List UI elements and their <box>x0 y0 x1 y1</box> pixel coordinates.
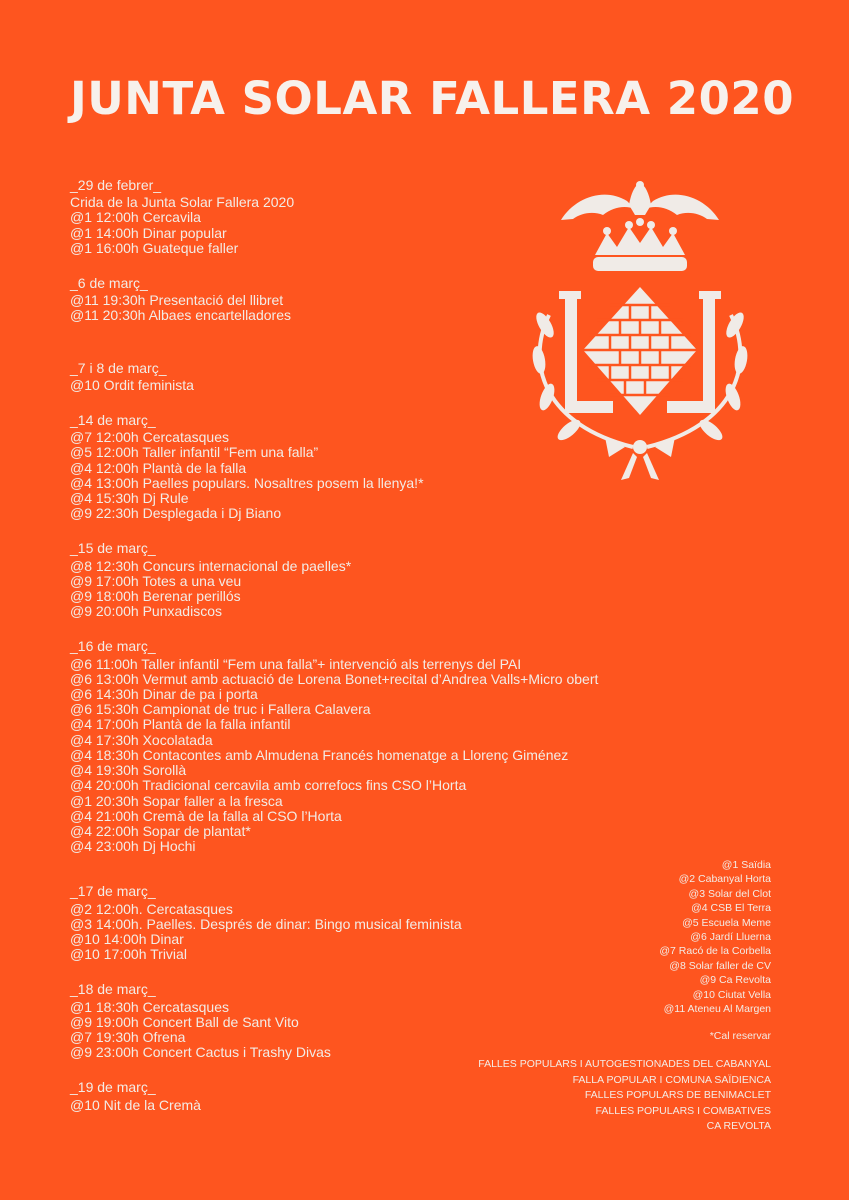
day-date: _19 de març_ <box>70 1079 156 1096</box>
location-item: @10 Ciutat Vella <box>692 988 771 1001</box>
organizer-item: FALLA POPULAR I COMUNA SAÏDIENCA <box>572 1073 771 1086</box>
location-item: @6 Jardí Lluerna <box>690 931 771 944</box>
event-item: @10 Nit de la Cremà <box>70 1096 201 1113</box>
location-legend <box>659 858 771 1016</box>
day-date: _18 de març_ <box>70 981 156 998</box>
location-item: @5 Escuela Meme <box>682 916 771 929</box>
day-date: _7 i 8 de març_ <box>70 359 167 376</box>
location-item: @8 Solar faller de CV <box>669 959 771 972</box>
day-date: _15 de març_ <box>70 540 156 557</box>
event-item: @6 15:30h Campionat de truc i Fallera Calavera <box>70 701 371 718</box>
event-item: @1 14:00h Dinar popular <box>70 224 227 241</box>
event-item: @3 14:00h. Paelles. Després de dinar: Bingo musical feminista <box>70 915 462 932</box>
location-item: @11 Ateneu Al Margen <box>663 1003 771 1016</box>
event-item: @1 16:00h Guateque faller <box>70 239 239 256</box>
day-block <box>70 639 630 854</box>
event-item: @7 19:30h Ofrena <box>70 1028 186 1045</box>
organizers-list <box>478 1057 771 1135</box>
event-item: @4 20:00h Tradicional cercavila amb correfocs fins CSO l’Horta <box>70 777 467 794</box>
event-item: @4 13:00h Paelles populars. Nosaltres posem la llenya!* <box>70 474 424 491</box>
event-item: @5 12:00h Taller infantil “Fem una falla” <box>70 444 319 461</box>
day-date: _6 de març_ <box>70 275 148 292</box>
event-item: @9 18:00h Berenar perillós <box>70 588 241 605</box>
event-item: @4 17:00h Plantà de la falla infantil <box>70 716 291 733</box>
location-item: @2 Cabanyal Horta <box>678 873 771 886</box>
event-item: @9 20:00h Punxadiscos <box>70 603 222 620</box>
day-block <box>70 541 630 619</box>
event-item: @1 18:30h Cercatasques <box>70 998 229 1015</box>
event-item: @4 15:30h Dj Rule <box>70 490 189 507</box>
event-item: @4 21:00h Cremà de la falla al CSO l’Horta <box>70 807 342 824</box>
organizer-item: FALLES POPULARS I COMBATIVES <box>595 1104 771 1117</box>
event-item: @8 12:30h Concurs internacional de paelles* <box>70 557 352 574</box>
event-item: @4 23:00h Dj Hochi <box>70 838 196 855</box>
location-item: @1 Saïdia <box>721 859 771 871</box>
reservation-note: *Cal reservar <box>709 1030 771 1042</box>
event-item: @9 22:30h Desplegada i Dj Biano <box>70 505 282 522</box>
event-item: @6 14:30h Dinar de pa i porta <box>70 686 258 703</box>
day-block <box>70 982 630 1060</box>
day-date: _29 de febrer_ <box>70 177 162 193</box>
event-item: @10 Ordit feminista <box>70 376 194 393</box>
day-date: _14 de març_ <box>70 412 156 429</box>
event-item: @6 13:00h Vermut amb actuació de Lorena Bonet+recital d’Andrea Valls+Micro obert <box>70 670 599 687</box>
event-item: @11 20:30h Albaes encartelladores <box>70 307 291 324</box>
event-item: @7 12:00h Cercatasques <box>70 429 229 446</box>
event-item: @9 19:00h Concert Ball de Sant Vito <box>70 1013 299 1030</box>
event-item: @4 12:00h Plantà de la falla <box>70 459 247 476</box>
location-item: @9 Ca Revolta <box>699 974 771 987</box>
coat-of-arms-icon <box>505 175 775 490</box>
event-item: @9 23:00h Concert Cactus i Trashy Divas <box>70 1044 331 1061</box>
event-item: @1 20:30h Sopar faller a la fresca <box>70 792 283 809</box>
event-item: @11 19:30h Presentació del llibret <box>70 292 284 309</box>
day-date: _16 de març_ <box>70 638 156 655</box>
event-item: @10 14:00h Dinar <box>70 930 184 947</box>
event-item: Crida de la Junta Solar Fallera 2020 <box>70 194 295 211</box>
day-block <box>70 884 630 962</box>
event-item: @2 12:00h. Cercatasques <box>70 900 233 917</box>
organizer-item: FALLES POPULARS I AUTOGESTIONADES DEL CABANYAL <box>478 1058 771 1070</box>
event-item: @10 17:00h Trivial <box>70 946 187 963</box>
event-item: @9 17:00h Totes a una veu <box>70 572 242 589</box>
page-title: JUNTA SOLAR FALLERA 2020 <box>70 72 795 125</box>
location-item: @3 Solar del Clot <box>688 887 771 900</box>
organizer-item: FALLES POPULARS DE BENIMACLET <box>584 1089 771 1101</box>
event-item: @4 19:30h Sorollà <box>70 762 187 779</box>
event-item: @1 12:00h Cercavila <box>70 209 201 226</box>
event-item: @4 18:30h Contacontes amb Almudena Francés homenatge a Llorenç Giménez <box>70 746 569 763</box>
location-item: @7 Racó de la Corbella <box>659 945 771 958</box>
location-item: @4 CSB El Terra <box>691 902 771 915</box>
event-item: @4 22:00h Sopar de plantat* <box>70 822 251 839</box>
organizer-item: CA REVOLTA <box>706 1120 771 1132</box>
event-item: @4 17:30h Xocolatada <box>70 731 213 748</box>
day-date: _17 de març_ <box>70 883 156 900</box>
event-item: @6 11:00h Taller infantil “Fem una falla”+ intervenció als terrenys del PAI <box>70 655 522 672</box>
